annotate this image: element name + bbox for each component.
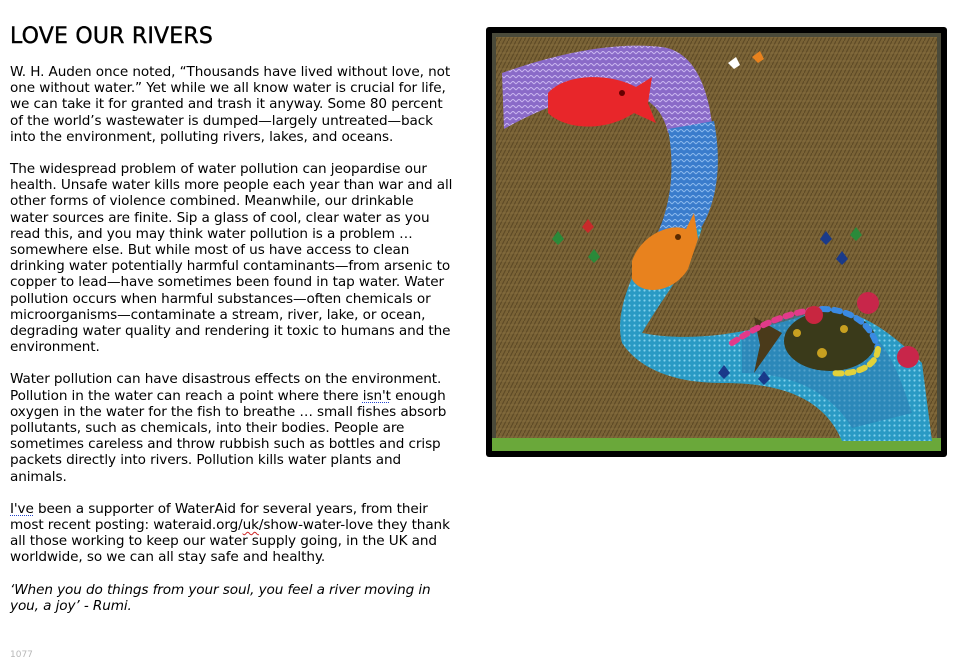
red-flower (857, 292, 879, 314)
spelling-flag-word-uk[interactable]: uk (242, 517, 259, 534)
grammar-flag-word-ive[interactable]: I've (10, 500, 34, 517)
page-title: LOVE OUR RIVERS (10, 24, 214, 49)
paragraph-2: The widespread problem of water pollution can jeopardise our health. Unsafe water kills more people each year than war and all other forms of violence combined. Meanwhile, our drinkable water sources are finite. Sip a glass of cool, clear water as you read this, and you may think water pollution is a problem … somewhere else. But while most of us have access to clean drinking water potentially harmful contaminants—from arsenic to copper to lead—have sometimes been found in tap water. Water pollution occurs when harmful substances—often chemicals or microorganisms—contaminate a stream, river, lake, or ocean, degrading water quality and rendering it toxic to humans and the environment. (10, 161, 453, 356)
page-number: 1077 (10, 650, 33, 660)
rumi-quote: ‘When you do things from your soul, you feel a river moving in you, a joy’ - Rumi. (10, 581, 431, 614)
paragraph-3 (10, 371, 455, 484)
paragraph-1: W. H. Auden once noted, “Thousands have lived without love, not one without water.” Yet while we all know water is crucial for life, we can take it for granted and trash it anyway. Some 80 percent of the world’s wastewater is dumped—largely untreated—back into the environment, polluting rivers, lakes, and oceans. (10, 64, 451, 145)
paragraph-3-start: Water pollution can have disastrous effects on the environment. Pollution in the water can reach a point where there (10, 371, 442, 404)
paragraph-4-middle: been a supporter of WaterAid for several years, from their most recent posting: wateraid.org/ (10, 500, 428, 534)
paragraph-3-end: enough oxygen in the water for the fish to breathe … small fishes absorb pollutants, such as chemicals, into their bodies. People are sometimes careless and throw rubbish such as bottles and crisp packets directly into rivers. Pollution kills water plants and animals. (10, 387, 447, 485)
paragraph-4 (10, 501, 455, 566)
river-artwork-frame (486, 27, 947, 457)
paragraph-4-end: /show-water-love they thank all those working to keep our water supply going, in the UK and worldwide, so we can all stay safe and healthy. (10, 517, 450, 566)
river-artwork-image (492, 33, 941, 451)
article-column (10, 22, 455, 630)
grammar-flag-word[interactable]: isn't (362, 387, 391, 404)
